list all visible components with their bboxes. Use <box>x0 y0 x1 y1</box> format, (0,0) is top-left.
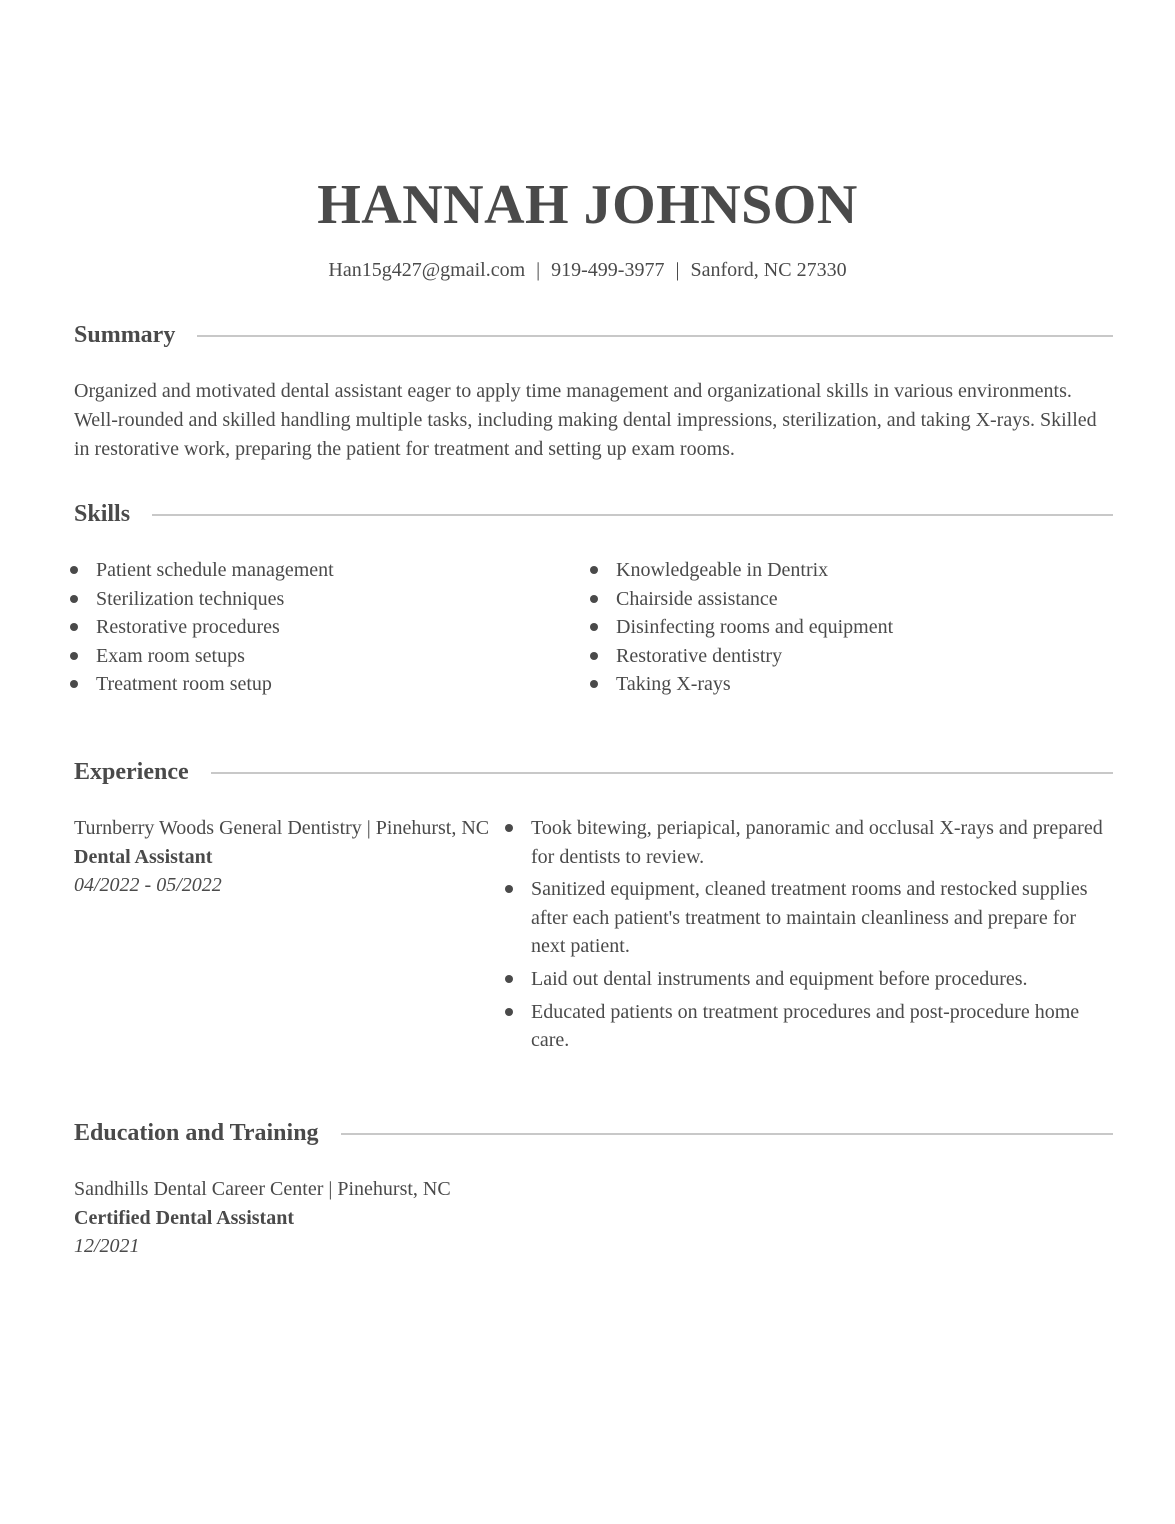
skill-item: Restorative dentistry <box>590 642 1110 671</box>
duty-list <box>505 814 1115 1055</box>
section-divider <box>211 772 1113 774</box>
skills-heading: Skills <box>74 501 131 527</box>
skill-item: Knowledgeable in Dentrix <box>590 556 1110 585</box>
education-date: 12/2021 <box>74 1235 140 1258</box>
section-divider <box>197 335 1113 337</box>
skill-item: Chairside assistance <box>590 585 1110 614</box>
school: Sandhills Dental Career Center | Pinehurst, NC <box>74 1178 451 1200</box>
skill-item: Treatment room setup <box>70 670 550 699</box>
experience-heading: Experience <box>74 759 189 785</box>
duty-item: Educated patients on treatment procedures and post-procedure home care. <box>505 998 1115 1055</box>
education-heading: Education and Training <box>74 1120 319 1146</box>
skill-item: Exam room setups <box>70 642 550 671</box>
summary-section-header <box>74 320 1113 350</box>
summary-heading: Summary <box>74 322 176 348</box>
employer: Turnberry Woods General Dentistry | Pinehurst, NC <box>74 817 490 839</box>
phone: 919-499-3977 <box>551 259 665 281</box>
duty-item: Took bitewing, periapical, panoramic and occlusal X-rays and prepared for dentists to review. <box>505 814 1115 871</box>
experience-job-info <box>74 814 499 900</box>
skill-item: Patient schedule management <box>70 556 550 585</box>
skills-list-left <box>70 556 550 699</box>
skills-list-right <box>590 556 1110 699</box>
skill-item: Taking X-rays <box>590 670 1110 699</box>
skill-item: Disinfecting rooms and equipment <box>590 613 1110 642</box>
section-divider <box>152 514 1113 516</box>
section-divider <box>341 1133 1113 1135</box>
skills-column-right <box>590 556 1110 699</box>
candidate-name: HANNAH JOHNSON <box>317 174 858 236</box>
duty-item: Laid out dental instruments and equipment before procedures. <box>505 965 1115 994</box>
skill-item: Restorative procedures <box>70 613 550 642</box>
experience-duties <box>505 814 1115 1059</box>
contact-separator: | <box>536 259 541 281</box>
job-dates: 04/2022 - 05/2022 <box>74 874 222 897</box>
summary-text: Organized and motivated dental assistant eager to apply time management and organizational skills in various environments. Well-rounded and skilled handling multiple tasks, including making dental impressions, sterilization, and taking X-rays. Skilled in restorative work, preparing the patient for treatment and setting up exam rooms. <box>74 380 1097 460</box>
location: Sanford, NC 27330 <box>690 259 847 281</box>
job-title: Dental Assistant <box>74 845 213 868</box>
experience-section-header <box>74 757 1113 787</box>
contact-line <box>0 256 1175 284</box>
skill-item: Sterilization techniques <box>70 585 550 614</box>
skills-column-left <box>70 556 550 699</box>
skills-section-header <box>74 499 1113 529</box>
email: Han15g427@gmail.com <box>328 259 526 281</box>
contact-separator: | <box>675 259 680 281</box>
duty-item: Sanitized equipment, cleaned treatment rooms and restocked supplies after each patient's treatment to maintain cleanliness and prepare for next patient. <box>505 875 1115 961</box>
education-entry <box>74 1175 674 1261</box>
credential: Certified Dental Assistant <box>74 1206 294 1229</box>
education-section-header <box>74 1118 1113 1148</box>
